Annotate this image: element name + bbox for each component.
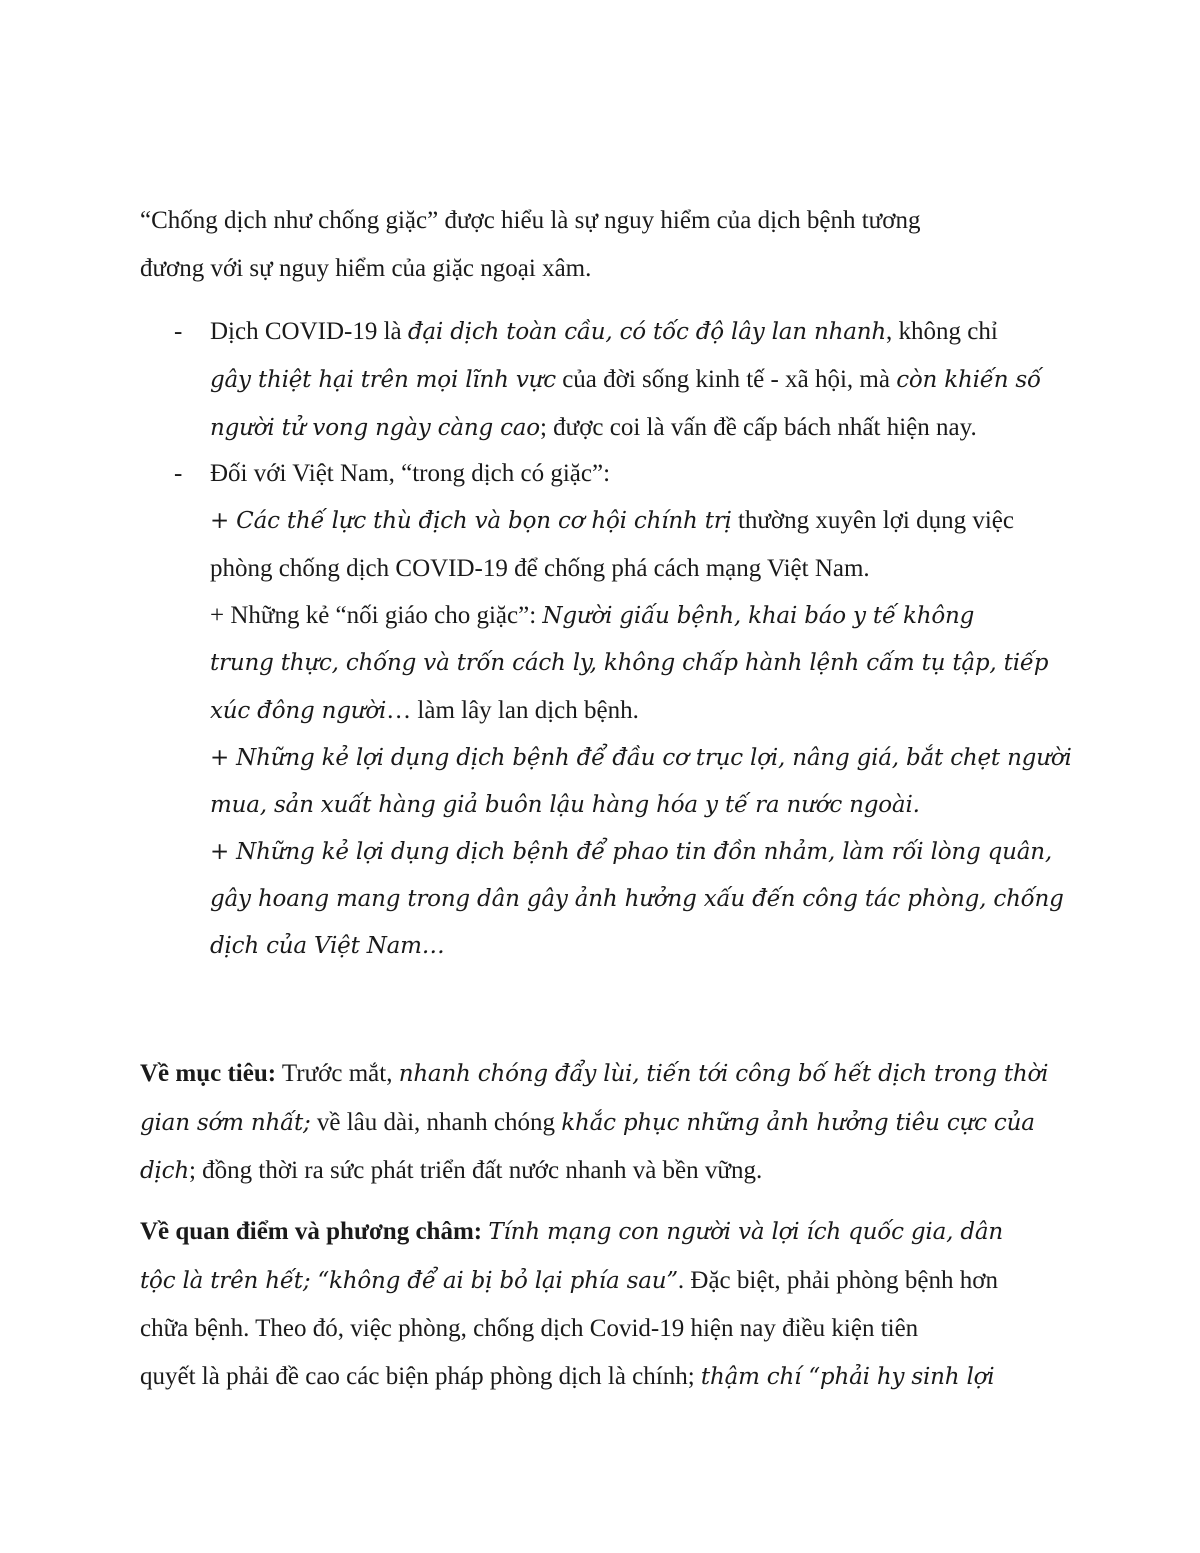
goal-line-2 (140, 1099, 1060, 1148)
bullet-covid-line-3 (210, 404, 1070, 452)
goal-paragraph (140, 1050, 1060, 1196)
intro-line-2: đương với sự nguy hiểm của giặc ngoại xâm. (140, 254, 592, 282)
view-line-4 (140, 1353, 1060, 1402)
text-run-italic: xúc đông người (210, 698, 387, 724)
text-run: về lâu dài, nhanh chóng (310, 1108, 562, 1136)
view-line-1 (140, 1208, 1060, 1257)
text-run-italic: + Các thế lực thù địch và bọn cơ hội chính trị (210, 508, 732, 534)
sub-item-2-line-2: trung thực, chống và trốn cách ly, không chấp hành lệnh cấm tụ tập, tiếp (210, 650, 1049, 676)
text-run-italic: dịch (140, 1158, 189, 1184)
text-run-italic: gian sớm nhất; (140, 1109, 311, 1136)
text-run: , không chỉ (885, 318, 998, 345)
bullet-covid-line-2 (210, 356, 1070, 404)
text-run-italic: đại dịch toàn cầu, có tốc độ lây lan nhanh (407, 319, 886, 345)
sub-item-3-line-1: + Những kẻ lợi dụng dịch bệnh để đầu cơ trục lợi, nâng giá, bắt chẹt người (210, 745, 1072, 771)
text-run: + Những kẻ “nối giáo cho giặc”: (210, 602, 543, 629)
view-line-2 (140, 1257, 1060, 1306)
text-run-italic: thậm chí “phải hy sinh lợi (700, 1363, 995, 1390)
goal-line-3 (140, 1147, 1060, 1196)
sub-item-4-line-3: dịch của Việt Nam… (210, 933, 445, 959)
goal-heading: Về mục tiêu: (140, 1060, 277, 1087)
text-run: Dịch COVID-19 là (210, 318, 408, 345)
sub-item-4-line-1: + Những kẻ lợi dụng dịch bệnh để phao tin đồn nhảm, làm rối lòng quân, (210, 839, 1052, 865)
sub-item-2-line-3 (210, 687, 1070, 735)
intro-paragraph (140, 197, 1060, 292)
text-run: ; đồng thời ra sức phát triển đất nước nhanh và bền vững. (188, 1157, 763, 1184)
text-run-italic: Tính mạng con người và lợi ích quốc gia, dân (488, 1219, 1003, 1245)
bullet-covid-line-1 (210, 308, 1070, 356)
bullet-vietnam-line-1: Đối với Việt Nam, “trong dịch có giặc”: (210, 460, 611, 487)
intro-line-1: “Chống dịch như chống giặc” được hiểu là sự nguy hiểm của dịch bệnh tương (140, 207, 921, 234)
sub-item-3-line-2: mua, sản xuất hàng giả buôn lậu hàng hóa y tế ra nước ngoài. (210, 792, 920, 818)
text-run: … làm lây lan dịch bệnh. (386, 697, 639, 724)
text-run: của đời sống kinh tế - xã hội, mà (555, 366, 897, 393)
text-run-italic: người tử vong ngày càng cao (210, 415, 540, 441)
sub-item-2-line-1 (210, 592, 1070, 640)
sub-item-4-line-2: gây hoang mang trong dân gây ảnh hưởng xấu đến công tác phòng, chống (210, 886, 1064, 912)
bullet-dash-1: - (174, 318, 183, 345)
text-run-italic: nhanh chóng đẩy lùi, tiến tới công bố hết dịch trong thời (398, 1061, 1049, 1087)
text-run: thường xuyên lợi dụng việc (731, 507, 1014, 534)
text-run: . Đặc biệt, phải phòng bệnh hơn (677, 1266, 998, 1294)
text-run-italic: gây thiệt hại trên mọi lĩnh vực (210, 367, 556, 393)
text-run-italic: khắc phục những ảnh hưởng tiêu cực của (561, 1109, 1035, 1136)
sub-item-1-line-2: phòng chống dịch COVID-19 để chống phá cách mạng Việt Nam. (210, 555, 870, 582)
text-run-italic: Người giấu bệnh, khai báo y tế không (542, 603, 975, 629)
text-run: ; được coi là vấn đề cấp bách nhất hiện nay. (539, 414, 977, 441)
bullet-covid (210, 308, 1070, 452)
text-run: quyết là phải đề cao các biện pháp phòng dịch là chính; (140, 1362, 701, 1390)
bullet-dash-2: - (174, 460, 183, 487)
text-run-italic: tộc là trên hết; “không để ai bị bỏ lại phía sau” (140, 1267, 678, 1294)
sub-item-1-line-1 (210, 497, 1070, 545)
text-run-italic: còn khiến số (896, 367, 1041, 393)
bullet-vietnam (210, 450, 1070, 970)
goal-line-1 (140, 1050, 1060, 1099)
view-paragraph (140, 1208, 1060, 1401)
view-line-3: chữa bệnh. Theo đó, việc phòng, chống dịch Covid-19 hiện nay điều kiện tiên (140, 1315, 919, 1342)
text-run: Trước mắt, (276, 1060, 399, 1087)
view-heading: Về quan điểm và phương châm: (140, 1218, 483, 1245)
